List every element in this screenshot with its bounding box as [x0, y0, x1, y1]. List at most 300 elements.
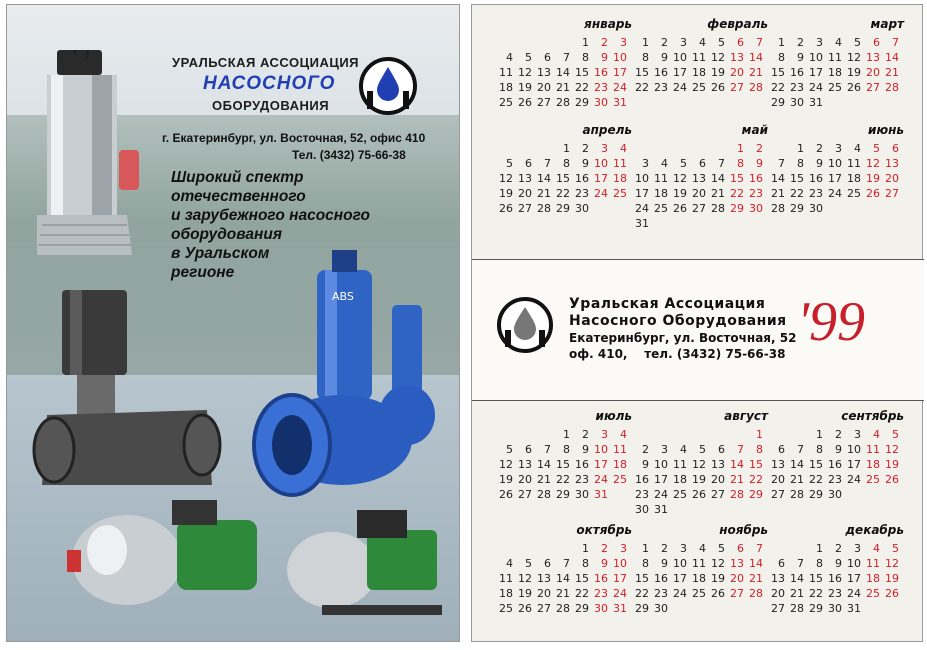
- month-7: [494, 409, 632, 502]
- day-number: 5: [525, 557, 532, 570]
- day-number: 28: [537, 202, 551, 215]
- day-number: 8: [778, 51, 785, 64]
- day-number: 24: [673, 587, 687, 600]
- calendar-back-card: [471, 4, 923, 642]
- day-number: 27: [518, 202, 532, 215]
- day-number: 10: [594, 443, 608, 456]
- day-number: 28: [556, 96, 570, 109]
- day-number: 12: [499, 458, 513, 471]
- day-number: 31: [847, 602, 861, 615]
- empty-cell: [513, 427, 532, 442]
- organization-band: [472, 259, 924, 401]
- day-number: 20: [771, 473, 785, 486]
- day-number: 19: [847, 66, 861, 79]
- day-number: 20: [692, 187, 706, 200]
- day-number: 18: [654, 187, 668, 200]
- day-number: 6: [525, 157, 532, 170]
- empty-cell: [551, 541, 570, 556]
- day-number: 6: [525, 443, 532, 456]
- day-number: 10: [828, 157, 842, 170]
- day-number: 1: [797, 142, 804, 155]
- month-name: август: [724, 409, 768, 423]
- day-number: 13: [692, 172, 706, 185]
- day-number: 23: [790, 81, 804, 94]
- day-number: 24: [594, 473, 608, 486]
- day-number: 4: [854, 142, 861, 155]
- month-6: [766, 123, 904, 216]
- empty-cell: [513, 541, 532, 556]
- day-number: 8: [642, 557, 649, 570]
- day-number: 18: [613, 458, 627, 471]
- day-number: 29: [575, 96, 589, 109]
- day-number: 1: [816, 542, 823, 555]
- association-name-line2: НАСОСНОГО: [203, 73, 336, 94]
- day-number: 10: [673, 557, 687, 570]
- address-text: г. Екатеринбург, ул. Восточная, 52, офис 410: [162, 131, 426, 145]
- association-name-line1: УРАЛЬСКАЯ АССОЦИАЦИЯ: [172, 55, 360, 70]
- empty-cell: [513, 141, 532, 156]
- day-number: 2: [816, 142, 823, 155]
- day-number: 30: [828, 488, 842, 501]
- day-number: 4: [620, 428, 627, 441]
- day-number: 16: [654, 66, 668, 79]
- day-number: 17: [613, 572, 627, 585]
- day-number: 9: [756, 157, 763, 170]
- day-number: 14: [537, 172, 551, 185]
- day-number: 11: [654, 172, 668, 185]
- day-number: 30: [654, 602, 668, 615]
- day-number: 7: [756, 542, 763, 555]
- day-number: 21: [790, 587, 804, 600]
- day-number: 21: [537, 187, 551, 200]
- day-number: 18: [613, 172, 627, 185]
- day-number: 4: [620, 142, 627, 155]
- day-number: 24: [654, 488, 668, 501]
- day-number: 11: [613, 443, 627, 456]
- day-number: 27: [537, 96, 551, 109]
- day-number: 28: [537, 488, 551, 501]
- day-number: 3: [620, 36, 627, 49]
- empty-cell: [494, 35, 513, 50]
- day-number: 25: [828, 81, 842, 94]
- day-number: 19: [518, 587, 532, 600]
- month-4: [494, 123, 632, 216]
- day-number: 1: [737, 142, 744, 155]
- org-office-phone: оф. 410, тел. (3432) 75-66-38: [569, 347, 786, 361]
- day-number: 25: [866, 473, 880, 486]
- day-number: 21: [790, 473, 804, 486]
- day-number: 28: [730, 488, 744, 501]
- day-number: 7: [756, 36, 763, 49]
- day-number: 15: [809, 458, 823, 471]
- day-number: 7: [797, 443, 804, 456]
- empty-cell: [532, 541, 551, 556]
- day-number: 23: [809, 187, 823, 200]
- day-number: 12: [518, 66, 532, 79]
- day-number: 11: [499, 66, 513, 79]
- month-12: [766, 523, 904, 616]
- day-number: 1: [563, 142, 570, 155]
- day-number: 20: [518, 187, 532, 200]
- day-number: 24: [635, 202, 649, 215]
- day-number: 24: [847, 473, 861, 486]
- day-number: 27: [537, 602, 551, 615]
- month-days-grid: [630, 541, 768, 616]
- day-number: 16: [790, 66, 804, 79]
- empty-cell: [668, 427, 687, 442]
- day-number: 8: [563, 443, 570, 456]
- day-number: 13: [518, 172, 532, 185]
- empty-cell: [630, 427, 649, 442]
- day-number: 4: [699, 542, 706, 555]
- day-number: 5: [892, 428, 899, 441]
- day-number: 14: [790, 458, 804, 471]
- day-number: 8: [737, 157, 744, 170]
- day-number: 2: [661, 36, 668, 49]
- day-number: 5: [699, 443, 706, 456]
- day-number: 7: [778, 157, 785, 170]
- day-number: 10: [847, 557, 861, 570]
- month-9: [766, 409, 904, 502]
- day-number: 19: [711, 66, 725, 79]
- day-number: 17: [828, 172, 842, 185]
- month-5: [630, 123, 768, 231]
- day-number: 27: [711, 488, 725, 501]
- day-number: 2: [601, 542, 608, 555]
- empty-cell: [649, 427, 668, 442]
- phone-text: Тел. (3432) 75-66-38: [292, 148, 406, 162]
- month-name: март: [870, 17, 904, 31]
- day-number: 4: [835, 36, 842, 49]
- day-number: 6: [718, 443, 725, 456]
- association-name-line3: ОБОРУДОВАНИЯ: [212, 98, 330, 113]
- day-number: 14: [556, 66, 570, 79]
- day-number: 1: [778, 36, 785, 49]
- day-number: 22: [771, 81, 785, 94]
- month-name: январь: [584, 17, 632, 31]
- day-number: 7: [718, 157, 725, 170]
- day-number: 2: [756, 142, 763, 155]
- day-number: 13: [730, 557, 744, 570]
- day-number: 27: [730, 587, 744, 600]
- day-number: 19: [518, 81, 532, 94]
- day-number: 5: [892, 542, 899, 555]
- day-number: 25: [847, 187, 861, 200]
- empty-cell: [532, 427, 551, 442]
- day-number: 21: [556, 81, 570, 94]
- day-number: 22: [556, 473, 570, 486]
- day-number: 29: [749, 488, 763, 501]
- day-number: 10: [594, 157, 608, 170]
- day-number: 27: [518, 488, 532, 501]
- empty-cell: [494, 427, 513, 442]
- day-number: 3: [854, 428, 861, 441]
- day-number: 30: [594, 602, 608, 615]
- day-number: 11: [613, 157, 627, 170]
- day-number: 17: [594, 172, 608, 185]
- association-logo: [359, 57, 417, 115]
- day-number: 10: [847, 443, 861, 456]
- day-number: 21: [885, 66, 899, 79]
- day-number: 23: [828, 587, 842, 600]
- day-number: 17: [635, 187, 649, 200]
- day-number: 29: [556, 202, 570, 215]
- day-number: 27: [730, 81, 744, 94]
- month-days-grid: [494, 427, 632, 502]
- day-number: 25: [499, 602, 513, 615]
- day-number: 18: [673, 473, 687, 486]
- day-number: 4: [661, 157, 668, 170]
- day-number: 29: [809, 488, 823, 501]
- day-number: 3: [601, 142, 608, 155]
- day-number: 16: [749, 172, 763, 185]
- day-number: 15: [790, 172, 804, 185]
- day-number: 12: [885, 557, 899, 570]
- day-number: 31: [635, 217, 649, 230]
- day-number: 13: [711, 458, 725, 471]
- day-number: 3: [661, 443, 668, 456]
- day-number: 17: [594, 458, 608, 471]
- day-number: 5: [525, 51, 532, 64]
- day-number: 26: [866, 187, 880, 200]
- day-number: 14: [771, 172, 785, 185]
- day-number: 31: [654, 503, 668, 516]
- day-number: 18: [866, 458, 880, 471]
- day-number: 3: [620, 542, 627, 555]
- day-number: 2: [582, 142, 589, 155]
- day-number: 4: [506, 557, 513, 570]
- day-number: 11: [692, 51, 706, 64]
- day-number: 7: [544, 157, 551, 170]
- day-number: 19: [499, 187, 513, 200]
- day-number: 29: [635, 602, 649, 615]
- day-number: 9: [582, 157, 589, 170]
- day-number: 24: [613, 587, 627, 600]
- day-number: 20: [518, 473, 532, 486]
- day-number: 6: [778, 443, 785, 456]
- day-number: 3: [680, 36, 687, 49]
- slogan-text: Широкий спектр отечественного и зарубежного насосного оборудования в Уральском регионе: [171, 169, 370, 281]
- day-number: 20: [537, 81, 551, 94]
- day-number: 27: [866, 81, 880, 94]
- empty-cell: [494, 141, 513, 156]
- day-number: 19: [499, 473, 513, 486]
- day-number: 6: [737, 36, 744, 49]
- month-name: сентябрь: [841, 409, 904, 423]
- day-number: 14: [711, 172, 725, 185]
- month-days-grid: [766, 427, 904, 502]
- day-number: 17: [847, 572, 861, 585]
- day-number: 10: [613, 51, 627, 64]
- day-number: 29: [809, 602, 823, 615]
- day-number: 14: [730, 458, 744, 471]
- month-days-grid: [630, 427, 768, 517]
- day-number: 17: [613, 66, 627, 79]
- day-number: 15: [556, 458, 570, 471]
- day-number: 11: [499, 572, 513, 585]
- day-number: 20: [730, 66, 744, 79]
- day-number: 29: [556, 488, 570, 501]
- day-number: 7: [892, 36, 899, 49]
- day-number: 9: [582, 443, 589, 456]
- advert-front-card: [6, 4, 460, 642]
- day-number: 12: [499, 172, 513, 185]
- day-number: 16: [575, 172, 589, 185]
- day-number: 26: [692, 488, 706, 501]
- day-number: 22: [575, 81, 589, 94]
- day-number: 18: [692, 66, 706, 79]
- month-days-grid: [494, 141, 632, 216]
- month-days-grid: [630, 141, 768, 231]
- empty-cell: [494, 541, 513, 556]
- day-number: 5: [873, 142, 880, 155]
- day-number: 28: [711, 202, 725, 215]
- day-number: 4: [506, 51, 513, 64]
- day-number: 23: [654, 587, 668, 600]
- month-name: февраль: [707, 17, 768, 31]
- day-number: 8: [816, 443, 823, 456]
- day-number: 17: [654, 473, 668, 486]
- day-number: 19: [885, 458, 899, 471]
- day-number: 12: [673, 172, 687, 185]
- day-number: 1: [756, 428, 763, 441]
- day-number: 26: [673, 202, 687, 215]
- day-number: 17: [809, 66, 823, 79]
- day-number: 1: [563, 428, 570, 441]
- month-11: [630, 523, 768, 616]
- day-number: 5: [506, 443, 513, 456]
- day-number: 7: [797, 557, 804, 570]
- day-number: 7: [737, 443, 744, 456]
- day-number: 23: [635, 488, 649, 501]
- day-number: 25: [866, 587, 880, 600]
- day-number: 13: [730, 51, 744, 64]
- day-number: 23: [575, 473, 589, 486]
- day-number: 2: [601, 36, 608, 49]
- day-number: 16: [635, 473, 649, 486]
- day-number: 11: [692, 557, 706, 570]
- empty-cell: [766, 427, 785, 442]
- day-number: 3: [816, 36, 823, 49]
- day-number: 23: [594, 587, 608, 600]
- day-number: 9: [661, 51, 668, 64]
- day-number: 3: [601, 428, 608, 441]
- day-number: 5: [854, 36, 861, 49]
- day-number: 18: [692, 572, 706, 585]
- day-number: 31: [613, 602, 627, 615]
- empty-cell: [725, 427, 744, 442]
- day-number: 15: [749, 458, 763, 471]
- day-number: 27: [771, 488, 785, 501]
- day-number: 4: [873, 542, 880, 555]
- day-number: 15: [635, 572, 649, 585]
- calendar-year: '99: [797, 291, 865, 353]
- month-name: май: [741, 123, 768, 137]
- day-number: 24: [809, 81, 823, 94]
- day-number: 31: [613, 96, 627, 109]
- day-number: 22: [730, 187, 744, 200]
- day-number: 19: [711, 572, 725, 585]
- day-number: 22: [749, 473, 763, 486]
- day-number: 18: [499, 81, 513, 94]
- empty-cell: [766, 541, 785, 556]
- day-number: 26: [518, 602, 532, 615]
- day-number: 8: [756, 443, 763, 456]
- day-number: 24: [673, 81, 687, 94]
- day-number: 12: [711, 557, 725, 570]
- day-number: 10: [654, 458, 668, 471]
- day-number: 2: [797, 36, 804, 49]
- inline-pump-image: [32, 280, 232, 500]
- day-number: 30: [575, 202, 589, 215]
- day-number: 25: [499, 96, 513, 109]
- day-number: 21: [537, 473, 551, 486]
- day-number: 25: [692, 81, 706, 94]
- day-number: 17: [673, 572, 687, 585]
- day-number: 24: [594, 187, 608, 200]
- month-days-grid: [766, 541, 904, 616]
- day-number: 30: [809, 202, 823, 215]
- month-name: июль: [595, 409, 632, 423]
- day-number: 10: [809, 51, 823, 64]
- day-number: 20: [537, 587, 551, 600]
- day-number: 16: [828, 458, 842, 471]
- day-number: 13: [518, 458, 532, 471]
- day-number: 9: [642, 458, 649, 471]
- day-number: 21: [556, 587, 570, 600]
- day-number: 6: [544, 557, 551, 570]
- day-number: 8: [582, 557, 589, 570]
- day-number: 21: [749, 66, 763, 79]
- day-number: 6: [699, 157, 706, 170]
- day-number: 16: [575, 458, 589, 471]
- day-number: 21: [711, 187, 725, 200]
- month-name: ноябрь: [719, 523, 768, 537]
- day-number: 18: [828, 66, 842, 79]
- day-number: 13: [866, 51, 880, 64]
- empty-cell: [766, 141, 785, 156]
- day-number: 30: [594, 96, 608, 109]
- day-number: 22: [556, 187, 570, 200]
- day-number: 25: [654, 202, 668, 215]
- day-number: 16: [594, 66, 608, 79]
- day-number: 15: [809, 572, 823, 585]
- day-number: 8: [816, 557, 823, 570]
- day-number: 20: [885, 172, 899, 185]
- day-number: 14: [749, 557, 763, 570]
- day-number: 8: [582, 51, 589, 64]
- day-number: 11: [673, 458, 687, 471]
- association-logo-back: [496, 296, 554, 354]
- day-number: 25: [673, 488, 687, 501]
- day-number: 30: [790, 96, 804, 109]
- day-number: 26: [847, 81, 861, 94]
- day-number: 14: [537, 458, 551, 471]
- day-number: 22: [635, 81, 649, 94]
- day-number: 22: [809, 587, 823, 600]
- day-number: 20: [711, 473, 725, 486]
- day-number: 19: [692, 473, 706, 486]
- empty-cell: [687, 427, 706, 442]
- day-number: 14: [749, 51, 763, 64]
- day-number: 11: [828, 51, 842, 64]
- day-number: 6: [873, 36, 880, 49]
- day-number: 19: [885, 572, 899, 585]
- day-number: 21: [730, 473, 744, 486]
- day-number: 1: [642, 36, 649, 49]
- empty-cell: [630, 141, 649, 156]
- day-number: 29: [771, 96, 785, 109]
